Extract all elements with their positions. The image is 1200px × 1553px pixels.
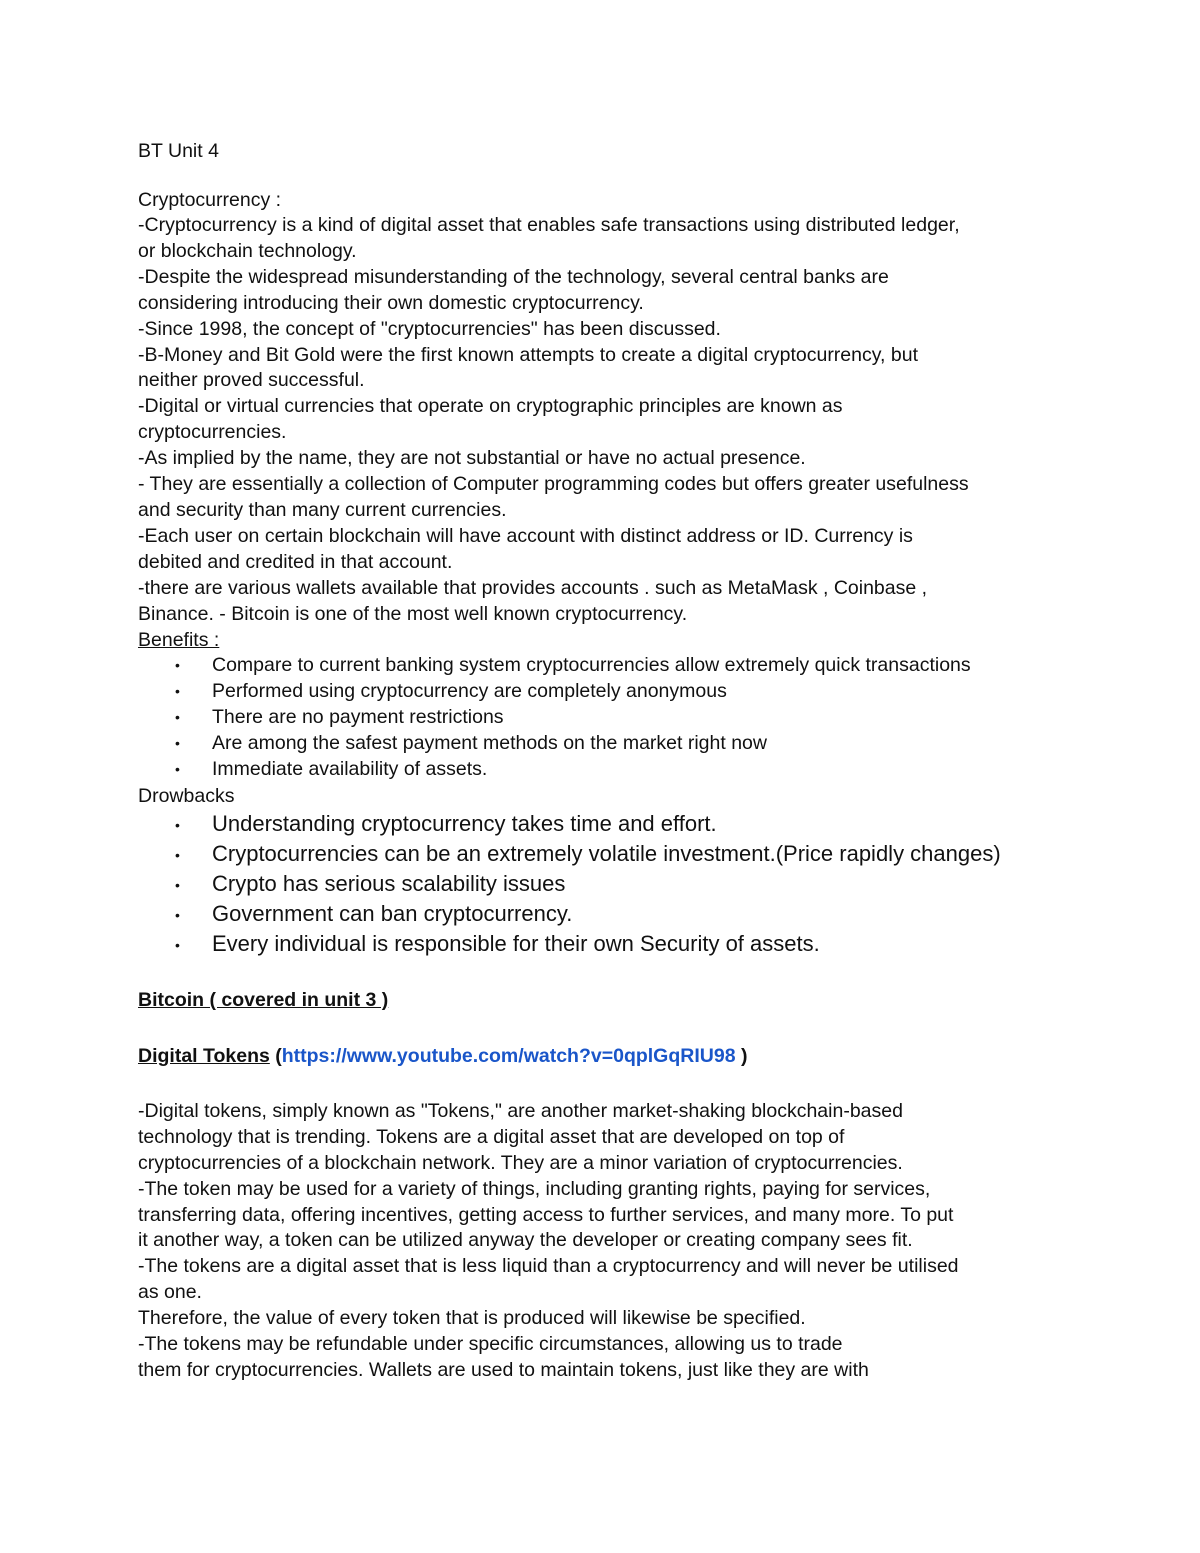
list-item-text: Are among the safest payment methods on the market right now bbox=[212, 732, 767, 755]
bullet-icon: • bbox=[175, 709, 180, 726]
text-line: -The tokens are a digital asset that is less liquid than a cryptocurrency and will never be utilised bbox=[138, 1255, 959, 1278]
text-line: -Cryptocurrency is a kind of digital asset that enables safe transactions using distributed ledger, bbox=[138, 214, 960, 236]
text-line: neither proved successful. bbox=[138, 369, 365, 392]
text-line: as one. bbox=[138, 1281, 202, 1304]
list-item-text: Performed using cryptocurrency are completely anonymous bbox=[212, 680, 727, 703]
text-line: Therefore, the value of every token that is produced will likewise be specified. bbox=[138, 1307, 806, 1330]
text-line: -As implied by the name, they are not substantial or have no actual presence. bbox=[138, 447, 806, 470]
bullet-icon: • bbox=[175, 906, 180, 923]
paren-open: ( bbox=[269, 1044, 282, 1067]
text-line: or blockchain technology. bbox=[138, 239, 357, 262]
text-line: -Each user on certain blockchain will have account with distinct address or ID. Currency is bbox=[138, 524, 913, 547]
digital-tokens-heading-line bbox=[138, 1043, 1078, 1069]
list-item bbox=[138, 869, 1078, 899]
text-line: debited and credited in that account. bbox=[138, 550, 453, 573]
bullet-icon: • bbox=[175, 876, 180, 893]
digital-tokens-heading: Digital Tokens bbox=[138, 1044, 270, 1067]
list-item-text: Immediate availability of assets. bbox=[212, 758, 488, 781]
text-line: it another way, a token can be utilized anyway the developer or creating company sees fit. bbox=[138, 1229, 913, 1252]
list-item bbox=[138, 839, 1078, 869]
text-line: -Digital tokens, simply known as "Tokens," are another market-shaking blockchain-based bbox=[138, 1099, 903, 1122]
paren-close: ) bbox=[735, 1044, 748, 1067]
list-item bbox=[138, 653, 1078, 679]
bullet-icon: • bbox=[175, 683, 180, 700]
text-line: - They are essentially a collection of Computer programming codes but offers greater usefulness bbox=[138, 473, 969, 496]
bullet-icon: • bbox=[175, 761, 180, 778]
benefits-list bbox=[138, 653, 1078, 783]
text-line: and security than many current currencies. bbox=[138, 498, 507, 521]
bullet-icon: • bbox=[175, 846, 180, 863]
text-line: -Since 1998, the concept of "cryptocurrencies" has been discussed. bbox=[138, 317, 721, 340]
drawbacks-heading: Drowbacks bbox=[138, 784, 235, 807]
list-item-text: Understanding cryptocurrency takes time and effort. bbox=[212, 810, 717, 836]
list-item-text: Every individual is responsible for their own Security of assets. bbox=[212, 930, 820, 956]
list-item-text: Compare to current banking system cryptocurrencies allow extremely quick transactions bbox=[212, 654, 971, 677]
text-line: -The token may be used for a variety of things, including granting rights, paying for services, bbox=[138, 1177, 931, 1200]
list-item bbox=[138, 809, 1078, 839]
drawbacks-list bbox=[138, 809, 1078, 959]
bullet-icon: • bbox=[175, 936, 180, 953]
cryptocurrency-heading: Cryptocurrency : bbox=[138, 189, 282, 211]
text-line: -The tokens may be refundable under specific circumstances, allowing us to trade bbox=[138, 1333, 843, 1356]
list-item-text: Cryptocurrencies can be an extremely volatile investment.(Price rapidly changes) bbox=[212, 840, 1001, 866]
text-line: technology that is trending. Tokens are a digital asset that are developed on top of bbox=[138, 1125, 845, 1148]
text-line: -there are various wallets available that provides accounts . such as MetaMask , Coinbase , bbox=[138, 576, 928, 599]
bullet-icon: • bbox=[175, 735, 180, 752]
digital-tokens-paragraph bbox=[138, 1099, 1078, 1384]
list-item bbox=[138, 757, 1078, 783]
list-item bbox=[138, 679, 1078, 705]
list-item-text: Government can ban cryptocurrency. bbox=[212, 900, 573, 926]
youtube-link[interactable]: https://www.youtube.com/watch?v=0qplGqRIU98 bbox=[281, 1044, 736, 1067]
list-item-text: Crypto has serious scalability issues bbox=[212, 870, 566, 896]
benefits-heading: Benefits : bbox=[138, 628, 220, 651]
bitcoin-heading: Bitcoin ( covered in unit 3 ) bbox=[138, 988, 389, 1011]
text-line: Binance. - Bitcoin is one of the most well known cryptocurrency. bbox=[138, 602, 688, 625]
text-line: -Despite the widespread misunderstanding of the technology, several central banks are bbox=[138, 265, 889, 288]
text-line: cryptocurrencies of a blockchain network. They are a minor variation of cryptocurrencies. bbox=[138, 1151, 903, 1174]
list-item bbox=[138, 929, 1078, 959]
document-title: BT Unit 4 bbox=[138, 140, 219, 162]
text-line: them for cryptocurrencies. Wallets are used to maintain tokens, just like they are with bbox=[138, 1359, 869, 1381]
text-line: cryptocurrencies. bbox=[138, 421, 287, 444]
list-item-text: There are no payment restrictions bbox=[212, 706, 504, 729]
bullet-icon: • bbox=[175, 657, 180, 674]
cryptocurrency-paragraph bbox=[138, 213, 1078, 628]
text-line: -B-Money and Bit Gold were the first known attempts to create a digital cryptocurrency, but bbox=[138, 343, 918, 366]
list-item bbox=[138, 705, 1078, 731]
text-line: considering introducing their own domestic cryptocurrency. bbox=[138, 291, 644, 314]
list-item bbox=[138, 899, 1078, 929]
bullet-icon: • bbox=[175, 816, 180, 833]
text-line: -Digital or virtual currencies that operate on cryptographic principles are known as bbox=[138, 395, 843, 418]
text-line: transferring data, offering incentives, getting access to further services, and many more. To put bbox=[138, 1203, 954, 1226]
document-page bbox=[138, 140, 1078, 1384]
list-item bbox=[138, 731, 1078, 757]
